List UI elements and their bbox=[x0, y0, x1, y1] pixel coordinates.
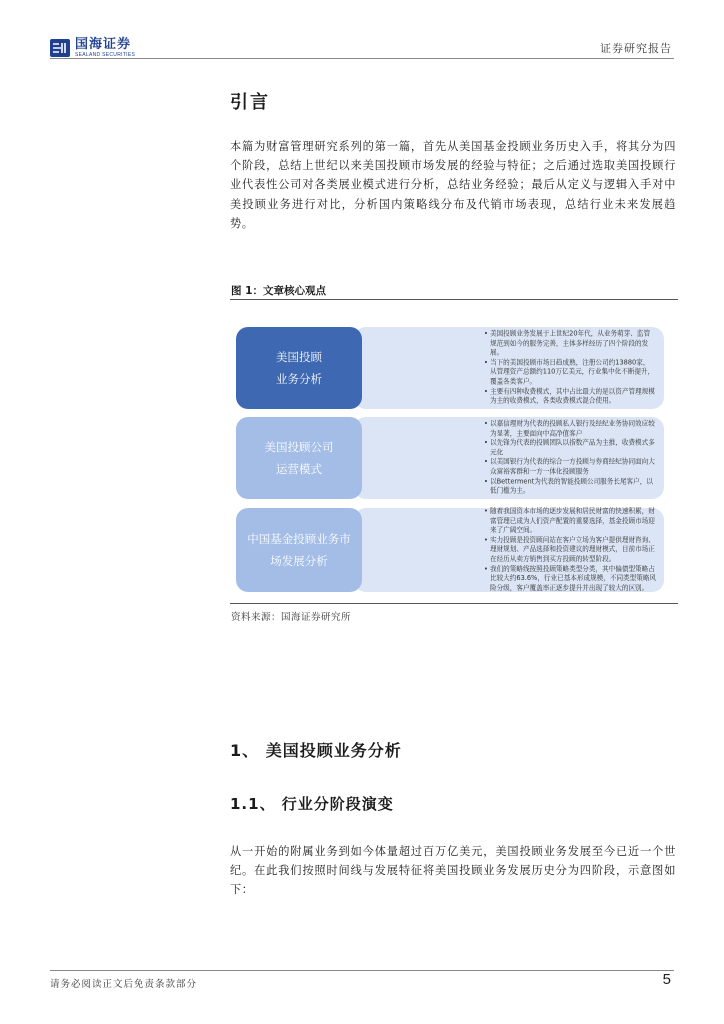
subsection-heading: 1.1、 行业分阶段演变 bbox=[230, 795, 394, 813]
figure-point: • 当下的美国投顾市场日趋成熟，注册公司约13880家，从管理资产总额约110万亿美元，行业集中化不断提升，覆盖各类客户。 bbox=[484, 358, 656, 387]
sealand-logo-icon bbox=[50, 39, 70, 57]
intro-title: 引言 bbox=[230, 92, 270, 113]
footer-divider bbox=[50, 970, 674, 971]
logo-name-cn: 国海证券 bbox=[75, 37, 132, 52]
figure-caption: 图 1：文章核心观点 bbox=[231, 285, 326, 297]
figure-point: • 以Betterment为代表的智能投顾公司服务长尾客户，以低门槛为主。 bbox=[484, 477, 656, 496]
section-paragraph: 从一开始的附属业务到如今体量超过百万亿美元，美国投顾业务发展至今已近一个世纪。在此我们按照时间线与发展特征将美国投顾业务发展历史分为四阶段，示意图如下： bbox=[230, 845, 676, 897]
figure-source: 资料来源：国海证券研究所 bbox=[231, 612, 352, 623]
report-type-label: 证券研究报告 bbox=[600, 42, 672, 55]
figure-point-list bbox=[484, 507, 656, 593]
figure-point: • 以先锋为代表的投顾团队以指数产品为主推，收费模式多元化 bbox=[484, 439, 656, 458]
figure-bottom-rule bbox=[230, 603, 678, 604]
figure-panel bbox=[354, 508, 664, 592]
page-number: 5 bbox=[662, 971, 671, 988]
figure-point: • 随着我国资本市场的逐步发展和居民财富的快速积累，财富管理已成为人们资产配置的重要选择，基金投顾市场迎来了广阔空间。 bbox=[484, 507, 656, 536]
figure-panel bbox=[354, 327, 664, 409]
company-logo bbox=[50, 38, 135, 58]
header-divider bbox=[50, 58, 674, 59]
figure-point: • 实力投顾是投资顾问站在客户立场为客户提供理财咨询、理财规划、产品选择和投资建议的理财模式，目前市场正在经历从卖方销售到买方投顾的转型阶段。 bbox=[484, 536, 656, 565]
figure-point-list bbox=[484, 420, 656, 497]
footer-disclaimer: 请务必阅读正文后免责条款部分 bbox=[50, 979, 198, 990]
figure-point: • 主要有四种收费模式，其中占比最大的是以资产管理规模为主的收费模式，各类收费模式混合使用。 bbox=[484, 387, 656, 406]
logo-name-en: SEALAND SECURITIES bbox=[75, 52, 136, 58]
figure-box-label: 美国投顾 业务分析 bbox=[236, 327, 362, 409]
figure-point: • 我们的策略线按照投顾策略类型分类，其中偏债型策略占比较大约63.6%，行业已基本形成规模，不同类型策略风险分级，客户覆盖率正逐步提升并出现了较大的区别。 bbox=[484, 564, 656, 593]
figure-point: • 美国投顾业务发展于上世纪20年代，从业务萌芽、监管规范到如今的服务完善，主体多样经历了四个阶段的发展。 bbox=[484, 330, 656, 359]
figure-row-us-advisory bbox=[236, 327, 664, 409]
figure-box-label: 美国投顾公司 运营模式 bbox=[236, 417, 362, 499]
figure-panel bbox=[354, 417, 664, 499]
figure-point: • 以嘉信理财为代表的投顾私人银行及经纪业务协同效应较为显著，主要面向中高净值客户 bbox=[484, 420, 656, 439]
figure-top-rule bbox=[230, 299, 678, 300]
figure-point: • 以美国银行为代表的综合一方投顾与券商经纪协同面向大众富裕客群和一方一体化投顾服务 bbox=[484, 458, 656, 477]
figure-row-us-companies bbox=[236, 417, 664, 499]
figure-box-label: 中国基金投顾业务市 场发展分析 bbox=[236, 508, 362, 592]
figure-point-list bbox=[484, 330, 656, 407]
section-heading: 1、 美国投顾业务分析 bbox=[230, 741, 402, 760]
intro-paragraph: 本篇为财富管理研究系列的第一篇，首先从美国基金投顾业务历史入手，将其分为四个阶段，总结上世纪以来美国投顾市场发展的经验与特征；之后通过选取美国投顾行业代表性公司对各类展业模式进行分析，总结业务经验；最后从定义与逻辑入手对中美投顾业务进行对比，分析国内策略线分布及代销市场表现，总结行业未来发展趋势。 bbox=[230, 140, 676, 230]
figure-row-china-market bbox=[236, 508, 664, 592]
